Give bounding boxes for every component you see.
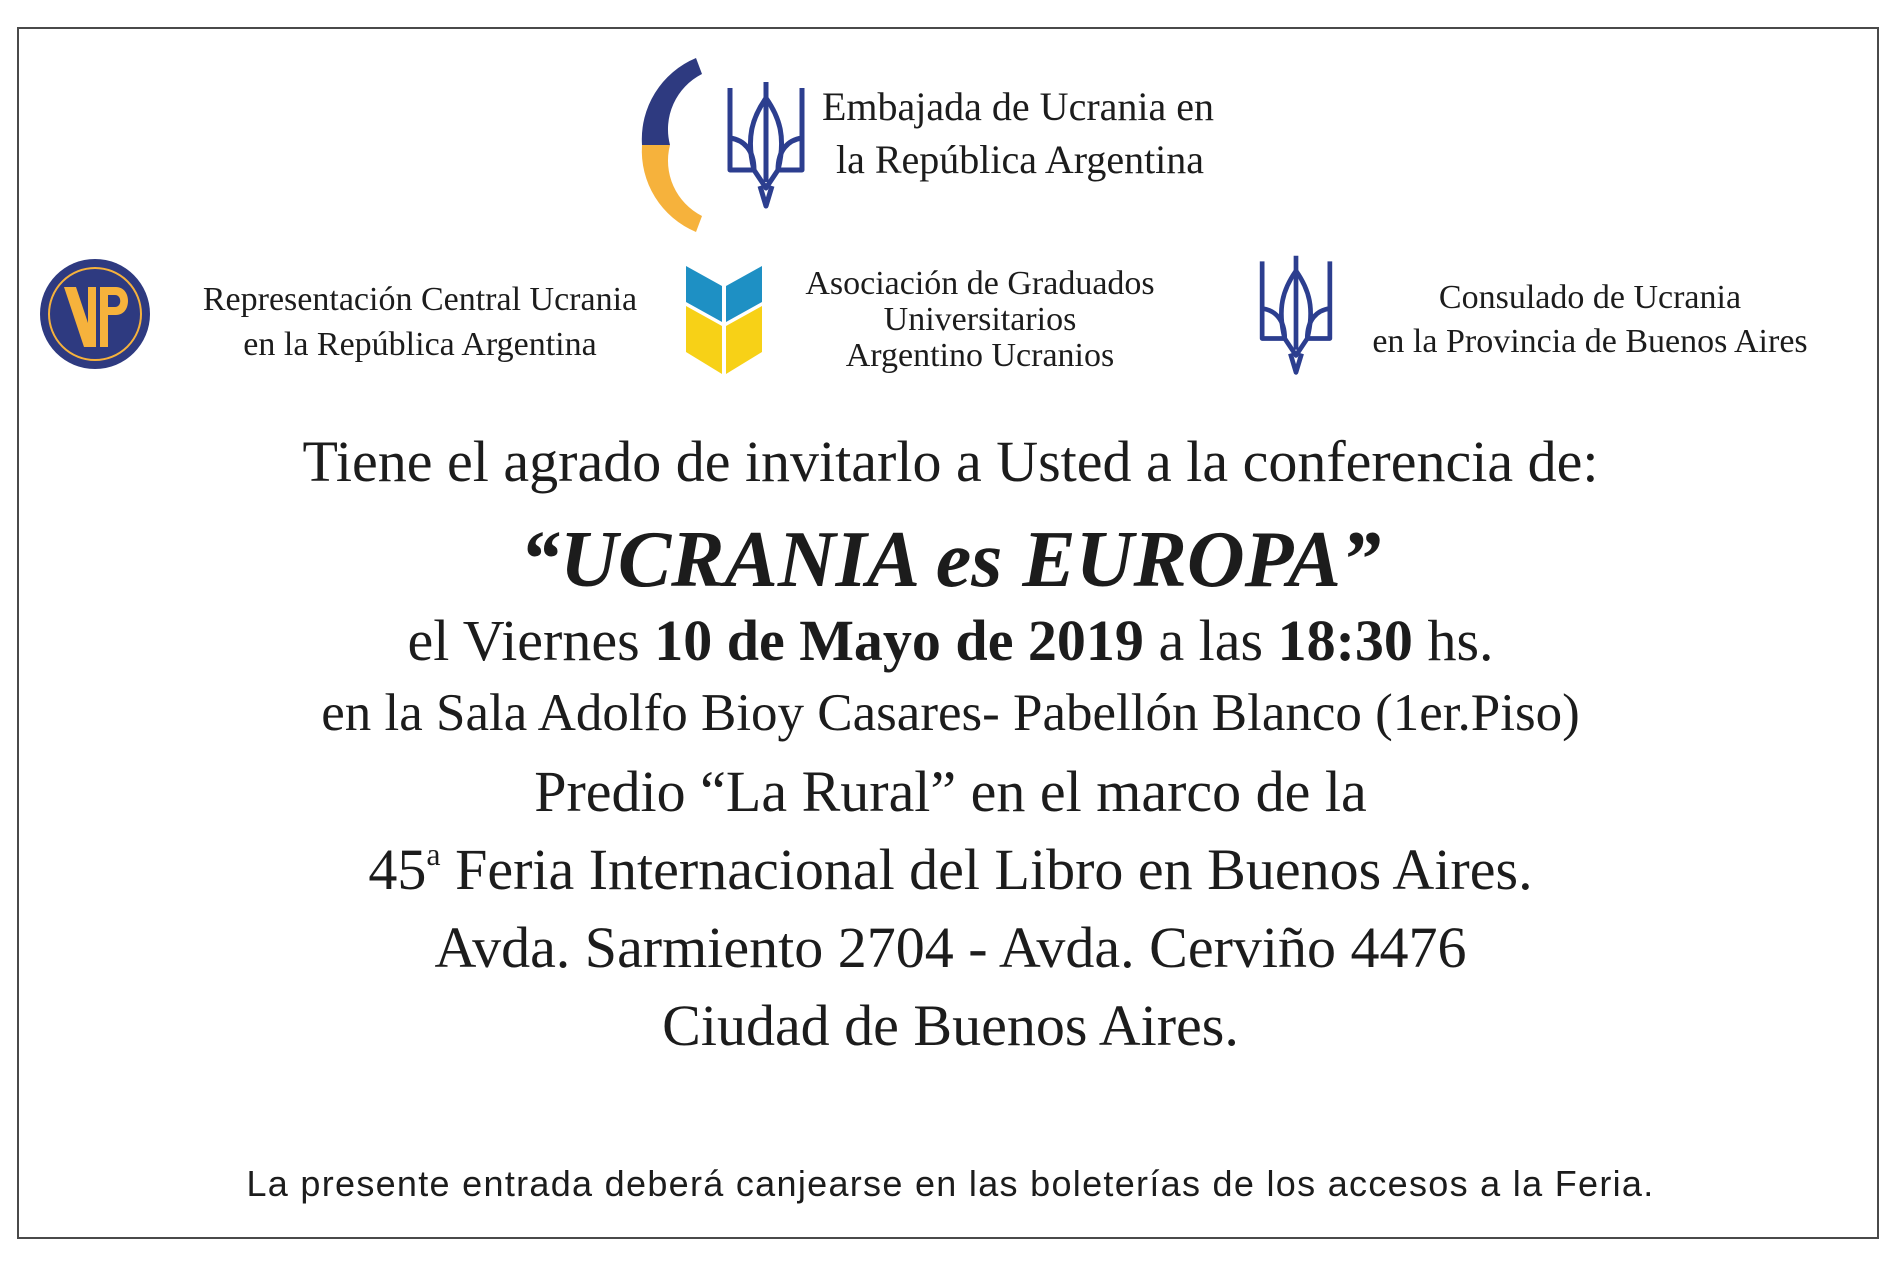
trident-icon xyxy=(1256,252,1336,378)
venue-address: Avda. Sarmiento 2704 - Avda. Cerviño 4476 xyxy=(434,915,1467,980)
venue-site: Predio “La Rural” en el marco de la xyxy=(534,759,1367,824)
embassy-name-line1: Embajada de Ucrania en xyxy=(822,84,1215,129)
fair-name xyxy=(0,836,1901,903)
embassy-name xyxy=(822,80,1282,186)
date-prefix: el Viernes xyxy=(407,608,655,673)
event-date: 10 de Mayo de 2019 xyxy=(654,608,1144,673)
embassy-name-line2: la República Argentina xyxy=(836,137,1205,182)
time-prefix: a las xyxy=(1143,608,1278,673)
embassy-arc-logo xyxy=(630,50,710,240)
footer-note: La presente entrada deberá canjearse en las boleterías de los accesos a la Feria. xyxy=(246,1163,1655,1204)
consulate-name-line2: en la Provincia de Buenos Aires xyxy=(1372,323,1808,360)
conference-title: “UCRANIA es EUROPA” xyxy=(520,516,1381,604)
representation-name xyxy=(170,277,670,367)
fair-ordinal: a xyxy=(426,837,441,873)
association-name-line3: Argentino Ucranios xyxy=(845,337,1115,374)
rcu-circle-logo xyxy=(38,257,152,371)
event-date-time xyxy=(0,607,1901,674)
fair-title: Feria Internacional del Libro en Buenos Aires. xyxy=(440,837,1533,902)
representation-name-line2: en la República Argentina xyxy=(243,326,597,363)
association-name xyxy=(780,266,1180,374)
event-time: 18:30 xyxy=(1277,608,1413,673)
time-suffix: hs. xyxy=(1412,608,1494,673)
fair-number: 45 xyxy=(368,837,427,902)
trident-icon xyxy=(724,78,808,212)
invitation-intro: Tiene el agrado de invitarlo a Usted a la conferencia de: xyxy=(302,429,1599,494)
association-name-line1: Asociación de Graduados xyxy=(805,265,1155,302)
association-name-line2: Universitarios xyxy=(883,301,1077,338)
venue-city: Ciudad de Buenos Aires. xyxy=(662,993,1239,1058)
consulate-name xyxy=(1340,276,1840,364)
consulate-name-line1: Consulado de Ucrania xyxy=(1438,279,1742,316)
representation-name-line1: Representación Central Ucrania xyxy=(202,281,638,318)
open-book-logo xyxy=(684,260,764,378)
venue-room: en la Sala Adolfo Bioy Casares- Pabellón Blanco (1er.Piso) xyxy=(321,684,1580,742)
